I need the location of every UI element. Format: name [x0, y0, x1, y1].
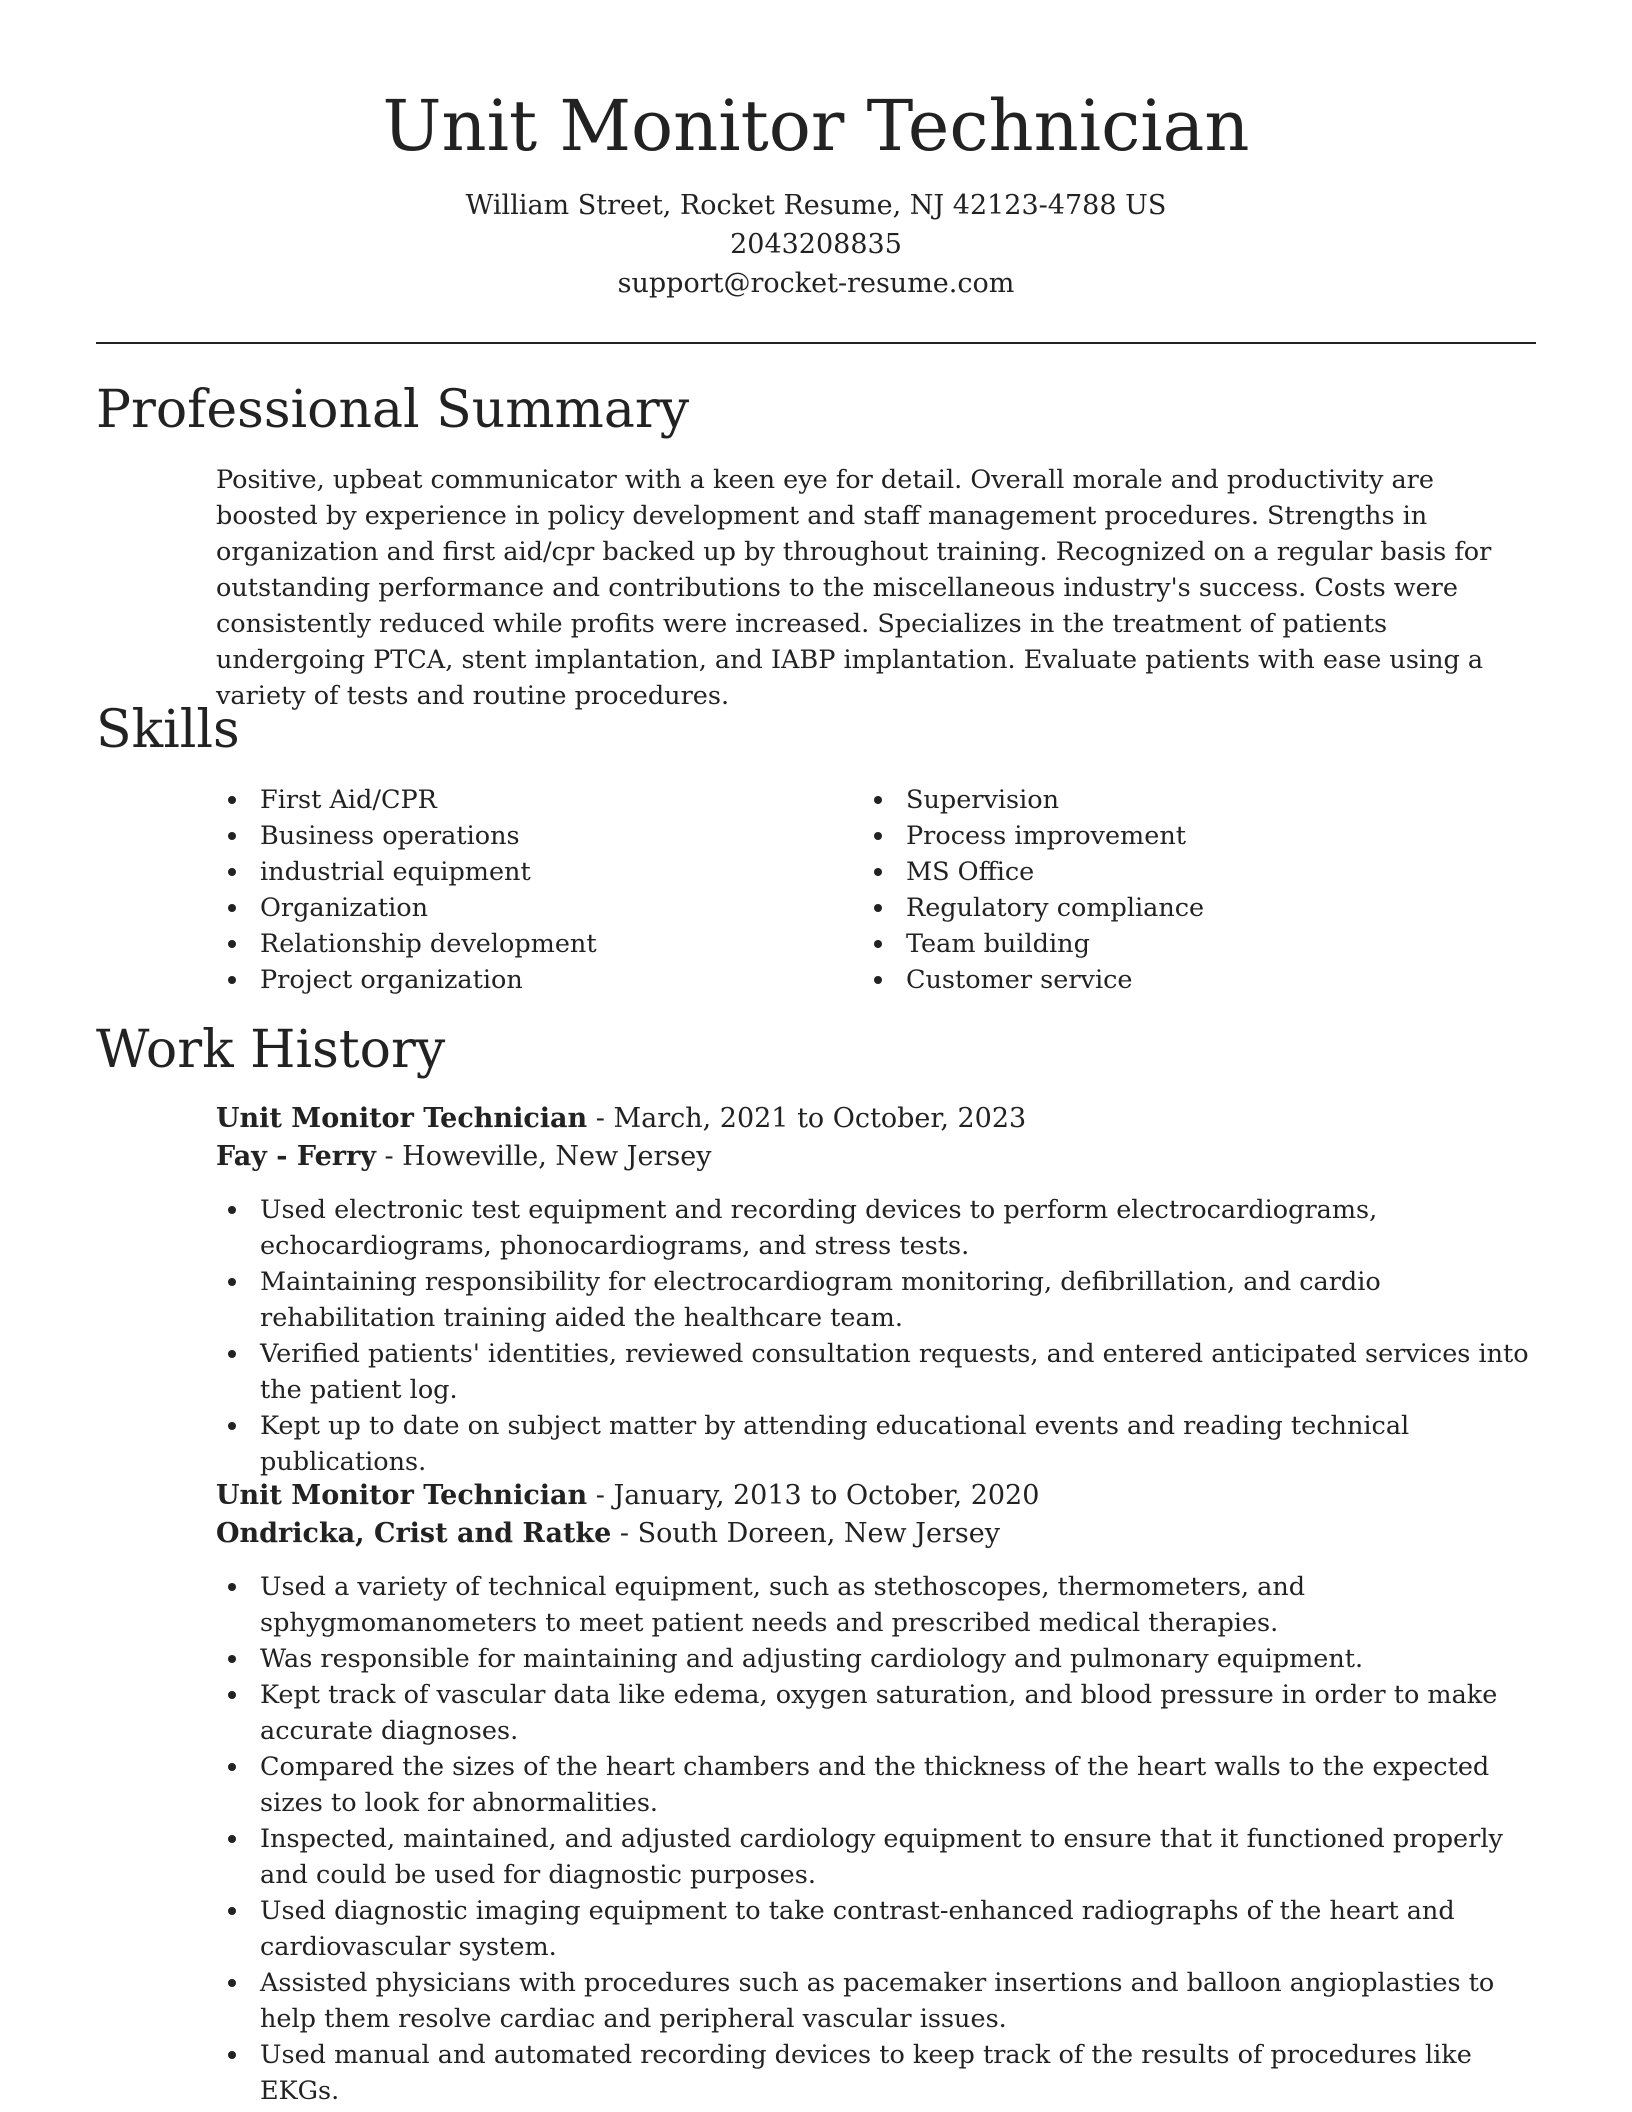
skills-list-left: [216, 782, 856, 998]
job-duties: [0, 1569, 1536, 2109]
job-duty: Maintaining responsibility for electrocardiogram monitoring, defibrillation, and cardio rehabilitation training aided the healthcare team.: [216, 1264, 1536, 1336]
job-duty: Used diagnostic imaging equipment to take contrast-enhanced radiographs of the heart and cardiovascular system.: [216, 1893, 1536, 1965]
skills-heading: Skills: [96, 700, 240, 760]
job-location: - South Doreen, New Jersey: [611, 1518, 1000, 1549]
job-duty: Was responsible for maintaining and adjusting cardiology and pulmonary equipment.: [216, 1641, 1536, 1677]
job-duties: [0, 1192, 1536, 1480]
skills-list-right: [862, 782, 1502, 998]
job-entry: [216, 1477, 1536, 2109]
phone: 2043208835: [730, 229, 902, 260]
job-duty: Used manual and automated recording devices to keep track of the results of procedures like EKGs.: [216, 2037, 1536, 2109]
job-title-line: [216, 1100, 1536, 1138]
job-duty: Kept up to date on subject matter by attending educational events and reading technical publications.: [216, 1408, 1536, 1480]
job-dates: - January, 2013 to October, 2020: [587, 1480, 1040, 1511]
job-role: Unit Monitor Technician: [216, 1103, 588, 1134]
address: William Street, Rocket Resume, NJ 42123-4788 US: [465, 190, 1167, 221]
skill-item: Team building: [862, 926, 1502, 962]
job-role: Unit Monitor Technician: [216, 1480, 588, 1511]
skill-item: Business operations: [216, 818, 856, 854]
job-dates: - March, 2021 to October, 2023: [587, 1103, 1027, 1134]
header-divider: [96, 342, 1536, 344]
skill-item: Relationship development: [216, 926, 856, 962]
skill-item: MS Office: [862, 854, 1502, 890]
job-company: Ondricka, Crist and Ratke: [216, 1518, 612, 1549]
job-duty: Verified patients' identities, reviewed consultation requests, and entered anticipated services into the patient log.: [216, 1336, 1536, 1408]
job-title-line: [216, 1477, 1536, 1515]
job-duty: Inspected, maintained, and adjusted cardiology equipment to ensure that it functioned properly and could be used for diagnostic purposes.: [216, 1821, 1536, 1893]
job-duty: Kept track of vascular data like edema, oxygen saturation, and blood pressure in order to make accurate diagnoses.: [216, 1677, 1536, 1749]
job-entry: [216, 1100, 1536, 1480]
skill-item: Supervision: [862, 782, 1502, 818]
job-duty: Used electronic test equipment and recording devices to perform electrocardiograms, echocardiograms, phonocardiograms, and stress tests.: [216, 1192, 1536, 1264]
resume-header: [0, 80, 1632, 303]
email: support@rocket-resume.com: [617, 268, 1015, 299]
job-duty: Assisted physicians with procedures such as pacemaker insertions and balloon angioplasties to help them resolve cardiac and peripheral vascular issues.: [216, 1965, 1536, 2037]
work-history-heading: Work History: [96, 1020, 446, 1080]
candidate-name: Unit Monitor Technician: [382, 85, 1250, 167]
skill-item: First Aid/CPR: [216, 782, 856, 818]
summary-text: Positive, upbeat communicator with a keen eye for detail. Overall morale and productivity are boosted by experience in policy development and staff management procedures. Strengths in organization and first aid/cpr backed up by throughout training. Recognized on a regular basis for outstanding performance and contributions to the miscellaneous industry's success. Costs were consistently reduced while profits were increased. Specializes in the treatment of patients undergoing PTCA, stent implantation, and IABP implantation. Evaluate patients with ease using a variety of tests and routine procedures.: [216, 465, 1492, 711]
job-company-line: [216, 1515, 1536, 1553]
skill-item: Regulatory compliance: [862, 890, 1502, 926]
job-company-line: [216, 1138, 1536, 1176]
summary-heading: Professional Summary: [96, 380, 690, 440]
skill-item: Customer service: [862, 962, 1502, 998]
job-duty: Used a variety of technical equipment, such as stethoscopes, thermometers, and sphygmomanometers to meet patient needs and prescribed medical therapies.: [216, 1569, 1536, 1641]
skill-item: Process improvement: [862, 818, 1502, 854]
job-company: Fay - Ferry: [216, 1141, 376, 1172]
skill-item: industrial equipment: [216, 854, 856, 890]
contact-info: [0, 186, 1632, 303]
skill-item: Organization: [216, 890, 856, 926]
job-location: - Howeville, New Jersey: [375, 1141, 712, 1172]
job-duty: Compared the sizes of the heart chambers and the thickness of the heart walls to the expected sizes to look for abnormalities.: [216, 1749, 1536, 1821]
skill-item: Project organization: [216, 962, 856, 998]
